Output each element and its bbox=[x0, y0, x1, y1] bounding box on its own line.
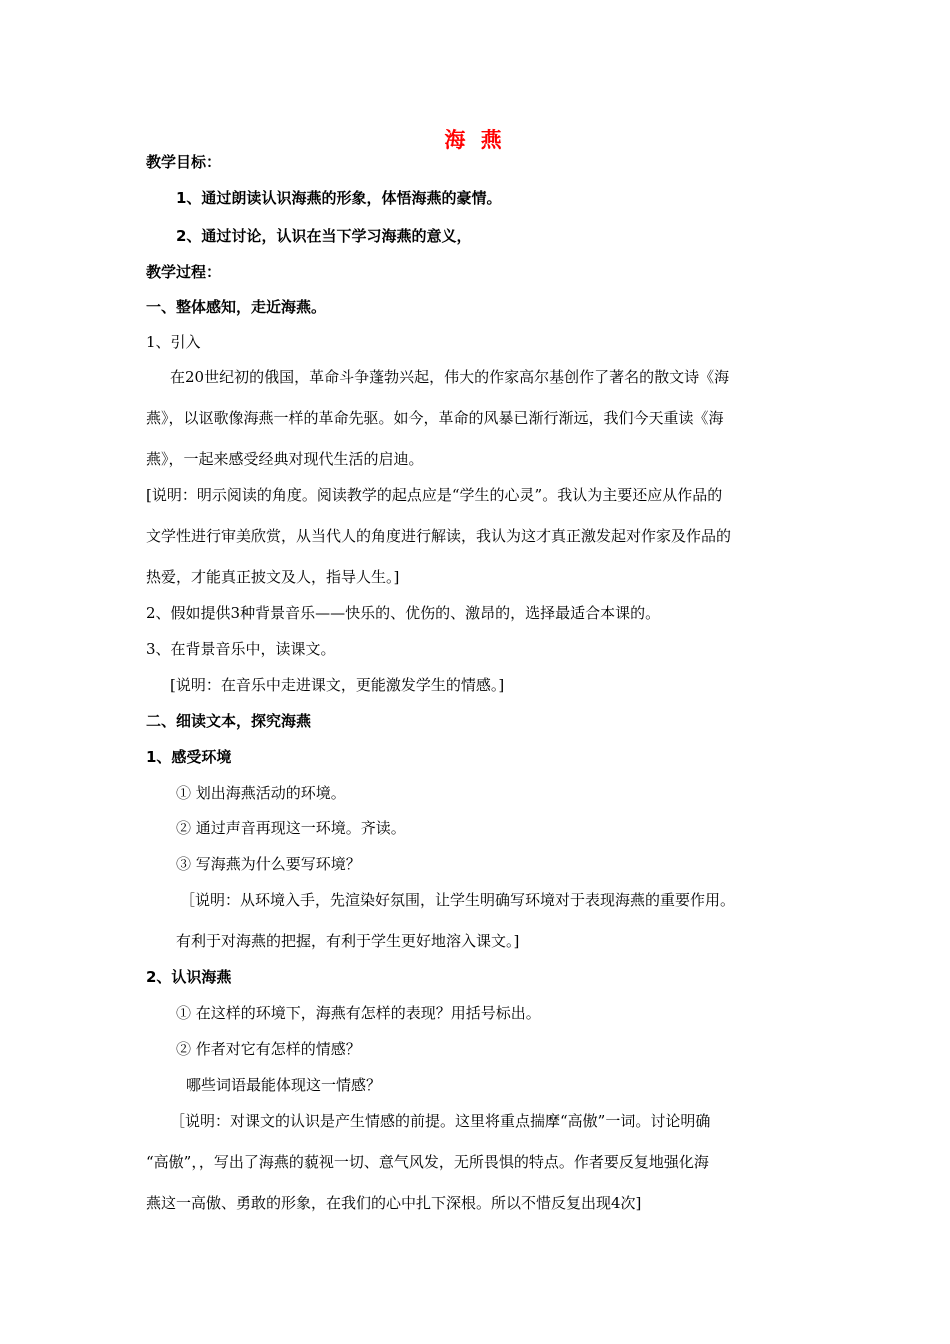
note1-line-3: 热爱，才能真正披文及人，指导人生。] bbox=[146, 568, 400, 586]
sub1-note-line-1: ［说明：从环境入手，先渲染好氛围，让学生明确写环境对于表现海燕的重要作用。 bbox=[180, 891, 736, 909]
sub1-heading: 1、感受环境 bbox=[146, 748, 232, 766]
note1-line-2: 文学性进行审美欣赏，从当代人的角度进行解读，我认为这才真正激发起对作家及作品的 bbox=[146, 527, 732, 545]
goal-item-1: 1、通过朗读认识海燕的形象，体悟海燕的豪情。 bbox=[176, 189, 502, 207]
goal-item-2: 2、通过讨论，认识在当下学习海燕的意义， bbox=[176, 227, 472, 245]
sub2-heading: 2、认识海燕 bbox=[146, 968, 232, 986]
note1-line-1: [说明：明示阅读的角度。阅读教学的起点应是“学生的心灵”。我认为主要还应从作品的 bbox=[146, 486, 723, 504]
sub1-item-1: ① 划出海燕活动的环境。 bbox=[176, 784, 346, 802]
section1-heading: 一、整体感知，走近海燕。 bbox=[146, 298, 327, 316]
section1-step2: 2、假如提供3种背景音乐——快乐的、优伤的、激昂的，选择最适合本课的。 bbox=[146, 604, 661, 622]
intro-line-1: 在20世纪初的俄国，革命斗争蓬勃兴起，伟大的作家高尔基创作了著名的散文诗《海 bbox=[170, 368, 730, 386]
intro-line-3: 燕》，一起来感受经典对现代生活的启迪。 bbox=[146, 450, 424, 468]
section1-note2: [说明：在音乐中走进课文，更能激发学生的情感。] bbox=[170, 676, 505, 694]
sub1-note-line-2: 有利于对海燕的把握，有利于学生更好地溶入课文。] bbox=[176, 932, 520, 950]
sub1-item-2: ② 通过声音再现这一环境。齐读。 bbox=[176, 819, 406, 837]
sub2-note-line-2: “高傲”，，写出了海燕的藐视一切、意气风发，无所畏惧的特点。作者要反复地强化海 bbox=[146, 1153, 709, 1171]
sub2-note-line-3: 燕这一高傲、勇敢的形象，在我们的心中扎下深根。所以不惜反复出现4次] bbox=[146, 1194, 642, 1212]
sub2-item-3: 哪些词语最能体现这一情感？ bbox=[186, 1076, 382, 1094]
goals-heading: 教学目标： bbox=[146, 153, 222, 171]
sub1-item-3: ③ 写海燕为什么要写环境？ bbox=[176, 855, 361, 873]
process-heading: 教学过程： bbox=[146, 263, 222, 281]
intro-line-2: 燕》，以讴歌像海燕一样的革命先驱。如今，革命的风暴已渐行渐远，我们今天重读《海 bbox=[146, 409, 724, 427]
page-title: 海 燕 bbox=[444, 128, 506, 152]
sub2-note-line-1: ［说明：对课文的认识是产生情感的前提。这里将重点揣摩“高傲”一词。讨论明确 bbox=[170, 1112, 711, 1130]
sub2-item-2: ② 作者对它有怎样的情感？ bbox=[176, 1040, 361, 1058]
section2-heading: 二、细读文本，探究海燕 bbox=[146, 712, 312, 730]
section1-step1: 1、引入 bbox=[146, 333, 201, 351]
section1-step3: 3、在背景音乐中，读课文。 bbox=[146, 640, 336, 658]
sub2-item-1: ① 在这样的环境下，海燕有怎样的表现？用括号标出。 bbox=[176, 1004, 541, 1022]
